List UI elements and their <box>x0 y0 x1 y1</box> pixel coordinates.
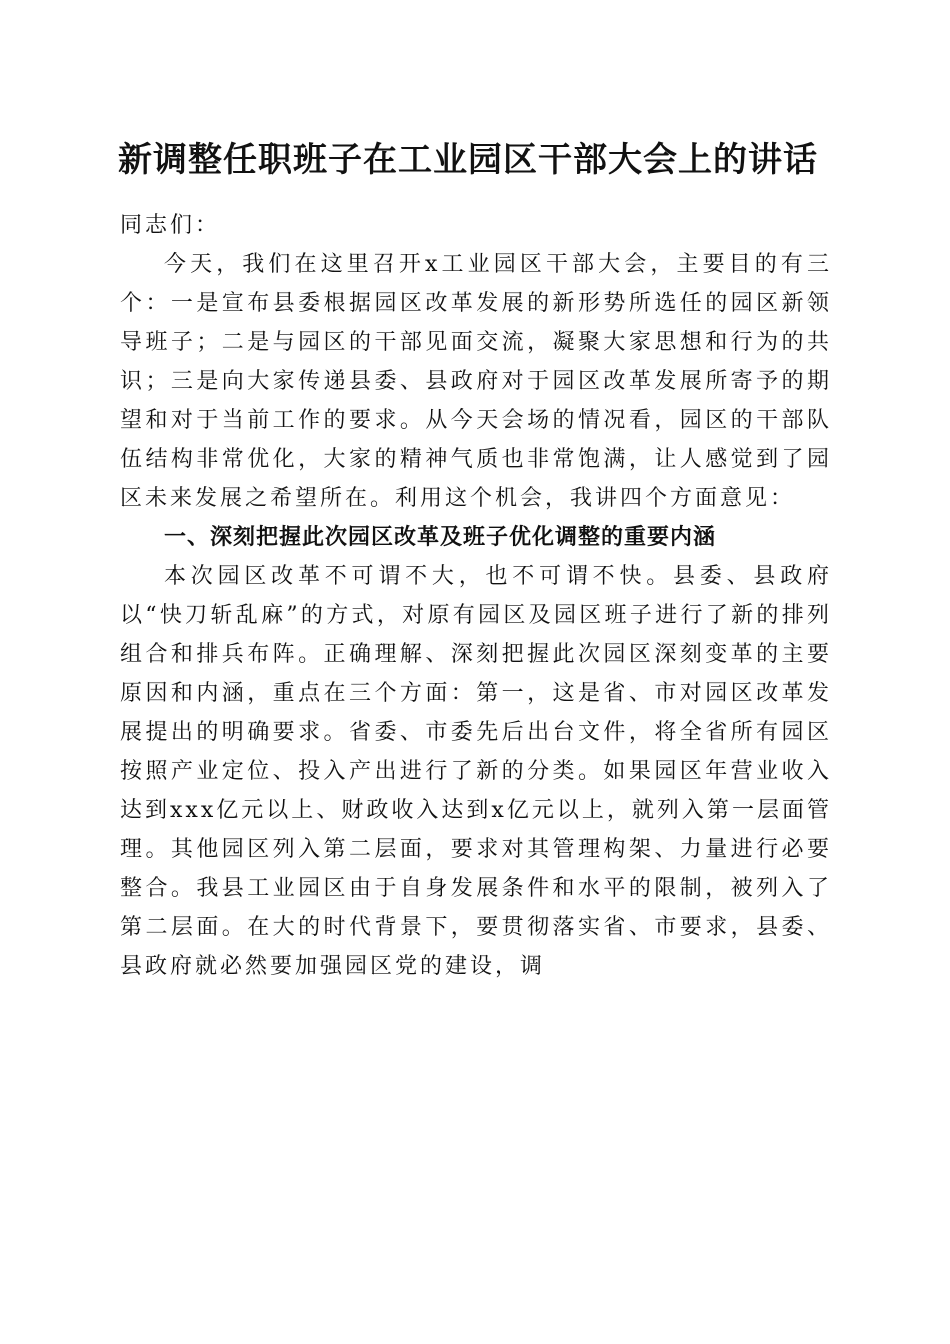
document-body <box>120 206 832 986</box>
salutation: 同志们： <box>120 213 221 238</box>
document-title: 新调整任职班子在工业园区干部大会上的讲话 <box>118 140 818 180</box>
section-paragraph: 本次园区改革不可谓不大，也不可谓不快。县委、县政府以“快刀斩乱麻”的方式，对原有园区及园区班子进行了新的排列组合和排兵布阵。正确理解、深刻把握此次园区深刻变革的主要原因和内涵，重点在三个方面：第一，这是省、市对园区改革发展提出的明确要求。省委、市委先后出台文件，将全省所有园区按照产业定位、投入产出进行了新的分类。如果园区年营业收入达到xxx亿元以上、财政收入达到x亿元以上，就列入第一层面管理。其他园区列入第二层面，要求对其管理构架、力量进行必要整合。我县工业园区由于自身发展条件和水平的限制，被列入了第二层面。在大的时代背景下，要贯彻落实省、市要求，县委、县政府就必然要加强园区党的建设，调 <box>120 564 832 979</box>
section-heading: 一、深刻把握此次园区改革及班子优化调整的重要内涵 <box>164 525 717 550</box>
opening-paragraph: 今天，我们在这里召开x工业园区干部大会，主要目的有三个：一是宣布县委根据园区改革发展的新形势所选任的园区新领导班子；二是与园区的干部见面交流，凝聚大家思想和行为的共识；三是向大家传递县委、县政府对于园区改革发展所寄予的期望和对于当前工作的要求。从今天会场的情况看，园区的干部队伍结构非常优化，大家的精神气质也非常饱满，让人感觉到了园区未来发展之希望所在。利用这个机会，我讲四个方面意见： <box>120 252 832 511</box>
